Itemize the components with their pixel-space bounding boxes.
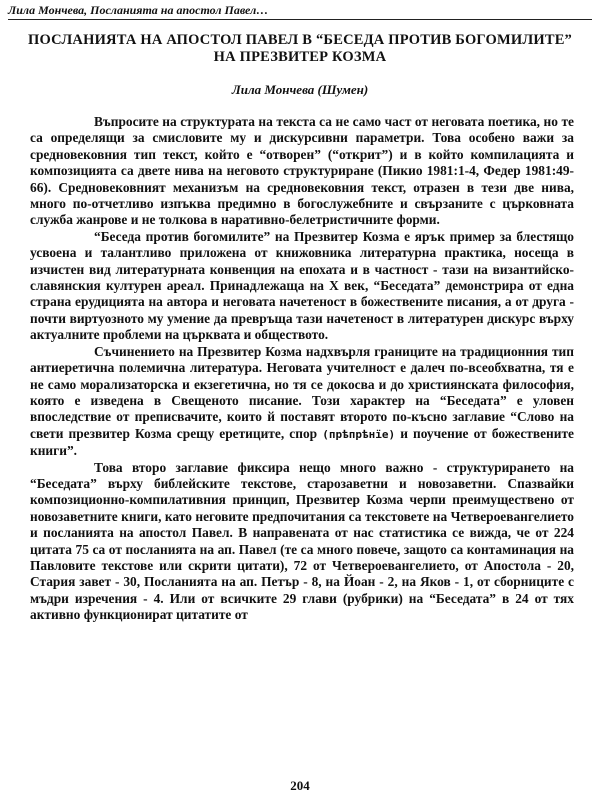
author-line: Лила Мончева (Шумен)	[231, 82, 369, 97]
article-title: ПОСЛАНИЯТА НА АПОСТОЛ ПАВЕЛ В “БЕСЕДА ПРОТИВ БОГОМИЛИТЕ” НА ПРЕЗВИТЕР КОЗМА	[27, 32, 573, 65]
article-body	[30, 114, 574, 624]
page-number: 204	[290, 778, 310, 793]
paragraph-3-end: и поучение от божествените книги”.	[30, 425, 574, 459]
old-slavonic-word: (прѣпрѣнїе)	[322, 427, 396, 441]
paragraph-2: “Беседа против богомилите” на Презвитер Козма е ярък пример за блестящо усвоена и талантливо приложена от книжовника литературна практика, носеща в изчистен вид литературната конвенция на епохата и в частност - тази на византийско-славянския културен ареал. Принадлежаща на X век, “Беседата” демонстрира от една страна ерудицията на автора и неговата начетеност в божествените писания, а от друга - почти виртуозното му умение да превръща тази начетеност в литературен дискурс върху актуалните проблеми на църквата и обществото.	[30, 228, 574, 343]
paragraph-3-text: Съчинението на Презвитер Козма надхвърля границите на традиционния тип антиеретична полемична литература. Неговата учителност е далеч по-всеобхватна, тя е не само морализаторска и екзегетична, но тя се докосва и до християнската философия, която е изведена в Свещеното писание. Този характер на “Беседата” е уловен впоследствие от преписвачите, които й поставят второто по-късно заглавие “Слово на свети презвитер Козма срещу еретиците, спор	[30, 343, 574, 441]
paragraph-1: Въпросите на структурата на текста са не само част от неговата поетика, но те са определящи за смисловите му и дискурсивни параметри. Това особено важи за средновековния тип текст, който е “отворен” (“открит”) и в който компилацията и композицията са двете нива на неговото структуриране (Пикио 1981:1-4, Федер 1981:49-66). Средновековният механизъм на средновековния текст, отразен в тези две нива, много по-отчетливо изпъква предимно в богослужебните и свързаните с църковната служба жанрове и не толкова в наративно-белетристичните форми.	[30, 114, 574, 228]
running-head: Лила Мончева, Посланията на апостол Павел…	[8, 3, 592, 20]
paragraph-4: Това второ заглавие фиксира нещо много важно - структурирането на “Беседата” върху библейските текстове, старозаветни и новозаветни. Спазвайки композиционно-компилативния принцип, Презвитер Козма черпи преимуществено от новозаветните книги, като неговите предпочитания са текстовете на Четвероевангелието и посланията на апостол Павел. В направената от нас статистика се вижда, че от 224 цитата 75 са от посланията на ап. Павел (те са много повече, защото са контаминация на Павловите текстове или скрити цитати), 72 от Четвероевангелието, от Апостола - 20, Стария завет - 30, Посланията на ап. Петър - 8, на Йоан - 2, на Яков - 1, от сборниците с мъдри изречения - 4. Или от всичките 29 глави (рубрики) на “Беседата” в 24 от тях активно функционират цитатите от	[30, 459, 574, 623]
paragraph-3	[30, 344, 574, 460]
